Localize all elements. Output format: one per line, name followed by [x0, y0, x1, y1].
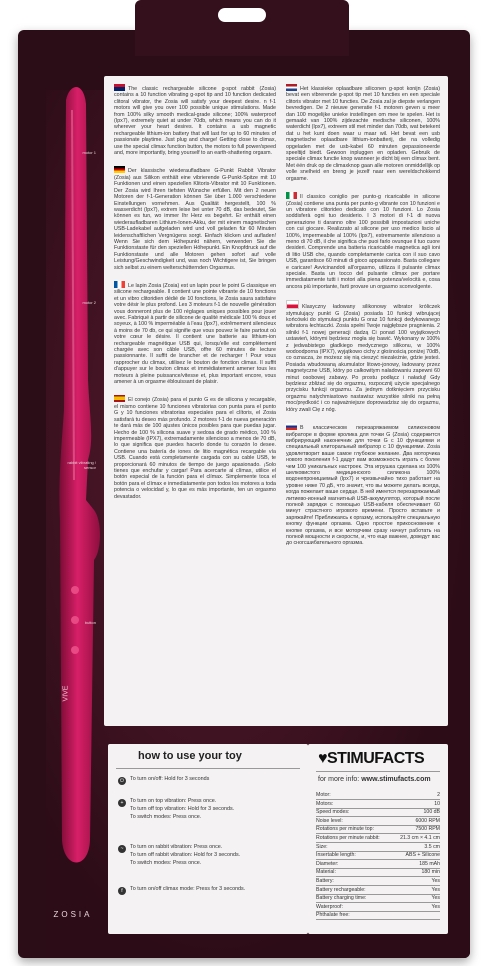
- description-ru: В классическом перезаряжаемом силиконовом вибраторе в форме кролика для точки G (Zosia) содержится вибрирующий наконечник для точки G с 10 функциями и специальный клиторальный вибратор с 10 функциями. Zosia удовлетворит ваше самое глубокое желание. Два моторчика нового поколения f-1 дадут вам возможность играть с более чем 100 уникальных настроек. Эта игрушка сделана из 100% шелковистого медицинского силикона 100% водонепроницаемый (Ipx7) и чрезвычайно тихо работает на уровне ниже 70 дБ, что значит, что вы можете делать всегда, когда пожелает ваше сердце. В ней имеется перезаряжаемый литиево-ионный магнитный USB-аккумулятор, который после полной зарядки с помощью USB-кабеля обеспечивает 60 минут страстного игрового времени. Просто вставьте и заряжайте! Приближаясь к оргазму, используйте специальную кнопку функции оргазма. Одно простое прикосновение к кнопке оргазма, и все моторчики сразу начнут работать на полной мощности и скорости, и, что еще важнее, доведут вас до сногсшибательного оргазма.: [286, 425, 440, 547]
- flag-fr-icon: [114, 281, 125, 288]
- power-icon: ⏻: [118, 777, 126, 785]
- device-brand: VIVE: [62, 685, 70, 702]
- howto-step: To turn off top vibration: Hold for 3 seconds.: [130, 806, 235, 812]
- button-icon: [71, 586, 79, 594]
- flag-de-icon: [114, 166, 125, 173]
- spec-row: [316, 904, 440, 912]
- spec-row: [316, 852, 440, 860]
- spec-value: 7500 RPM: [415, 826, 440, 833]
- device-hint: motor 1: [82, 150, 96, 155]
- spec-value: 3.5 cm: [424, 843, 440, 850]
- spec-value: ABS + Silicone: [405, 852, 440, 859]
- description-en: The classic rechargeable silicone g-spot rabbit (Zosia) contains a 10 function vibrating g-spot tip and 10 function dedicated clitoral vibrator, the Zosia will satisfy your deepest desire. n f-1 motors will give you over 100 possible unique stimulations. Made from 100% silky smooth medical-grade silicone; 100% waterproof (Ipx7), extremely quiet at under 70db, which means you can do it wherever your heart desires. It contains a usb magnetic rechargeable lithium-ion battery that will last for up to 60 minutes of passionate playtime. Just plug and charge! Getting close to climax, use the special climax function button, the motors to full power/speed and, more importantly, bring yourself to an earth-shattering orgasm.: [114, 86, 276, 157]
- spec-row: [316, 818, 440, 826]
- howto-step: To switch modes: Press once.: [130, 814, 202, 820]
- flag-ru-icon: [286, 423, 297, 430]
- spec-value: Yes: [431, 878, 440, 884]
- spec-label: Battery charging time:: [316, 895, 367, 902]
- spec-row: [316, 809, 440, 817]
- device-hint: button: [84, 620, 96, 625]
- device-hint: rabbit vibrating / sensor: [67, 460, 96, 470]
- spec-label: Speed modes:: [316, 809, 350, 816]
- spec-value: 185 mAh: [419, 860, 440, 867]
- flag-pl-icon: [286, 300, 299, 309]
- description-de: Der klassische wiederaufladbare G-Punkt Rabbit Vibrator (Zosia) aus Silikon enthält eine vibrierende G-Punkt-Spitze mit 10 Funktionen und einen speziellen Klitoris-Vibrator mit 10 Funktionen. Der Zosia wird Ihren tiefsten Wünsche erfüllen. Mit den 2 neuen Motoren der f-1-Generation können Sie über 1.000 verschiedene Einstellungen vornehmen. Aus Qualität hergestellt, 100 % wasserdicht (Ipx7), extrem leise bei unter 70 dB, das bedeutet, Sie können es tun, wo immer Ihr Herz es begehrt. Er enthält einen wiederaufladbaren Lithium-Ionen-Akku, der mit einem magnetischen USB-Ladekabel aufgeladen wird und voll geladen für 60 Minuten leidenschaftlichen Vergnügens sorgt. Einfach klicken und aufladen! Wenn Sie sich dem Höhepunkt nähern, verwenden Sie die Funktionstaste für den speziellen Höhepunkt. Ein Knopfdruck auf die Funktionstaste und alle Motoren gehen sofort auf volle Leistung/Geschwindigkeit und, was noch Wichtigere ist, Sie bringen sich selbst zu einem welterschütternden Orgasmus.: [114, 168, 276, 271]
- spec-label: Battery:: [316, 878, 334, 884]
- description-card: [104, 76, 448, 726]
- spec-row: [316, 878, 440, 886]
- spec-row: [316, 869, 440, 877]
- spec-value: Yes: [431, 886, 440, 893]
- howto-card: [108, 744, 308, 934]
- spec-row: [316, 844, 440, 852]
- description-it: Il classico coniglio per punto-g ricaricabile in silicone (Zosia) contiene una punta per punto-g vibrante con 10 funzioni e un vibratore clitorideo dedicato con 10 funzioni. Lo Zosia soddisferà ogni tuo desiderio. I 3 motori di f-1 di nuova generazione ti daranno oltre 100 possibili impostazioni uniche con cui giocare. Realizzato al silicone per uso medico liscio al 100%, impermeabile al 100% (Ipx7), estremamente silenzioso a meno di 70 dB, il che significa che puoi farlo ovunque il tuo cuore desideri. Comprende una batteria ricaricabile magnetica agli ioni di litio USB che, quando completamente carica con il suo cavo USB, garantisce 60 minuti di gioco appassionato. Basta collegare e caricare! Avvicinandoti all'orgasmo, utilizza il pulsante climax speciale. Basta un tocco del pulsante climax per portare immediatamente tutti i motori alla piena potenza/velocità e, cosa ancora più importante, farti provare un orgasmo sconvolgente.: [286, 194, 440, 290]
- spec-label: Battery rechargeable:: [316, 886, 366, 893]
- howto-title: how to use your toy: [138, 750, 242, 762]
- description-column-left: [114, 84, 276, 510]
- product-name: ZOSIA: [53, 910, 93, 919]
- spec-row: [316, 861, 440, 869]
- info-line: for more info: www.stimufacts.com: [318, 776, 431, 783]
- spec-label: Motors:: [316, 800, 334, 807]
- spec-label: Noise level:: [316, 817, 343, 824]
- spec-label: Motor:: [316, 792, 331, 798]
- spec-row: [316, 826, 440, 834]
- howto-step: + To turn on top vibration: Press once.: [118, 798, 298, 807]
- brand-logo: ♥STIMUFACTS: [318, 750, 425, 767]
- spec-row: [316, 801, 440, 809]
- spec-value: Yes: [431, 903, 440, 910]
- spec-label: Rotations per minute top:: [316, 826, 374, 833]
- spec-row: [316, 895, 440, 903]
- description-pl: Klasyczny ładowany silikonowy wibrator króliczek stymulujący punkt G (Zosia) posiada 10 funkcji wibrującej końcówki do stymulacji punktu G oraz 10 funkcji dedykowanego wibratora łechtaczki. Zosia spełni Twoje najgłębsze pragnienia. 2 silniki f-1 nowej generacji dadzą Ci ponad 100 wyjątkowych ustawień, którymi będziesz mogła się bawić. Wykonany w 100% z jedwabistego gładkiego medycznego silikonu, w 100% wodoodporna (IPX7), wyjątkowo cichy z głośnością poniżej 70dB, co oznacza, że możesz się nią cieszyć niezależnie, gdzie jesteś. Posiada wbudowaną akumulator litowo-jonowy, ładowany przez magnetyczne USB, który po całkowitym naładowaniu zapewni 60 minut osobowej zabawy. Po prostu podłącz i naładuj! Gdy będziesz zbliżać się do orgazmu, rozpocznij użycie specjalnego przycisku funkcji orgazmu. Za jednym dotknięciem przycisku orgazmu natychmiastowo nastawisz wszystkie silniki na pełną moc/prędkość i co najważniejsze doprowadzisz się do orgazmu, który zwali Cię z nóg.: [286, 300, 440, 413]
- spec-label: Diameter:: [316, 860, 339, 867]
- hanger-hole: [218, 8, 266, 22]
- howto-step: To switch modes: Press once.: [130, 860, 202, 866]
- howto-step: f To turn on/off climax mode: Press for 3 seconds.: [118, 886, 298, 895]
- heart-icon: ♥: [318, 750, 327, 767]
- divider: [116, 768, 300, 769]
- spec-value: 2: [437, 792, 440, 798]
- product-image: [44, 80, 106, 880]
- spec-value: 180 min: [421, 869, 440, 876]
- spec-value: 21.3 cm × 4.1 cm: [400, 835, 440, 841]
- spec-label: Phthalate free:: [316, 912, 350, 919]
- spec-label: Rotations per minute rabbit:: [316, 835, 380, 841]
- spec-value: 100 dB: [423, 809, 440, 816]
- flag-uk-icon: [114, 84, 125, 91]
- spec-label: Size:: [316, 843, 328, 850]
- button-icon: [71, 646, 79, 654]
- spec-value: Yes: [431, 895, 440, 902]
- spec-row: [316, 912, 440, 920]
- climax-icon: f: [118, 887, 126, 895]
- vibration-rabbit-icon: ~: [118, 845, 126, 853]
- spec-value: 6000 RPM: [415, 817, 440, 824]
- howto-step: ~ To turn on rabbit vibration: Press once.: [118, 844, 298, 853]
- spec-row: [316, 792, 440, 800]
- vibration-top-icon: +: [118, 799, 126, 807]
- description-column-right: [286, 84, 440, 557]
- description-fr: Le lapin Zosia (Zosia) est un lapin pour le point G classique en silicone rechargeable. Il contient une pointe vibrante de 10 fonctions et un vibro clitoridien dédié de 10 fonctions, le Zosia saura satisfaire votre désir le plus profond. Les 3 moteurs f-1 de nouvelle génération vous donneront plus de 100 réglages uniques possibles pour jouer avec. Fabriqué à partir de silicone de qualité médicale 100 % doux et soyeux, à 100 % imperméable à l'eau (Ipx7), extrêmement silencieux à moins de 70 db, ce qui signifie que vous pouvez le faire partout où votre cœur le désire. Il contient une batterie au lithium-ion rechargeable magnétique USB qui, lorsqu'elle est complètement chargée avec son câble USB, offre 60 minutes de lecture passionnante. Il suffit de brancher et de recharger ! Pour vous rapprocher du climax, utilisez le bouton de fonction climax. Il suffit d'appuyer sur le bouton climax et immédiatement amener tous les moteurs à pleine puissance/vitesse et, plus important encore, vous amener à un orgasme éblouissant de plaisir.: [114, 282, 276, 386]
- spec-row: [316, 887, 440, 895]
- description-es: El conejo (Zosia) para el punto G es de silicona y recargable, el mismo contiene 10 funciones vibratorias con punta para el punto G y 10 funciones vibratorias especiales para el clítoris, el Zosia satisfará tu deseo más profundo. 2 motores f-1 de nueva generación te dará más de 100 ajustes únicos posibles para que puedas jugar. Hecho de 100 % silicona suave y sedosa de grado médico, 100 % impermeable (IPX7), extremadamente silencioso a menos de 70 dB, lo que significa que puedes hacerlo donde tu corazón lo desee. Contiene una batería de iones de litio magnética recargable vía USB. Cuando está completamente cargada con su cable USB, te proporcionará 60 minutos de tiempo de juego apasionado. ¡Solo tienes que enchufar y cargar! Para acercarte al clímax, utilice el botón especial de la función para el clímax. Simplemente toca el botón para el clímax e inmediatamente pon todos los motores a toda potencia o velocidad y, lo que es más importante, ten un orgasmo devastador.: [114, 397, 276, 500]
- spec-label: Waterproof:: [316, 903, 343, 910]
- spec-label: Insertable length:: [316, 852, 356, 859]
- divider: [316, 771, 440, 772]
- specs-card: [308, 744, 448, 934]
- description-nl: Het klassieke oplaadbare siliconen g-spot konijn (Zosia) bevat een vibrerende g-spot tip met 10 functies en een speciale clitoris vibrator met 10 functies. De Zosia zal je diepste verlangen bevredigen. De 2 nieuwe generatie f-1 motoren geven u meer dan 100 mogelijke unieke instellingen om mee te spelen. Het is gemaakt van 100% zijdezachte medische siliconen, 100% waterdicht (Ipx7), extreem stil met minder dan 70db, wat betekent dat u het kunt doen waar u maar wil. Het bevat een usb magnetische oplaadbare lithium-ionbatterij, die na volledig opgeladen met de usb-kabel 60 minuten gepassioneerde speeltijd biedt. Gewoon inpluggen en opladen. Gebruik de speciale climax functie knop wanneer je dicht bij een climax bent. Met één druk op de climaxknop gaan alle motoren onmiddellijk op volle snelheid en breng je jezelf naar een wereldschokkend orgasme.: [286, 86, 440, 182]
- howto-step: ⏻ To turn on/off: Hold for 3 seconds: [118, 776, 298, 785]
- flag-it-icon: [286, 192, 297, 199]
- device-hint: motor 2: [82, 300, 96, 305]
- spec-label: Material:: [316, 869, 336, 876]
- flag-es-icon: [114, 395, 125, 402]
- flag-nl-icon: [286, 84, 297, 91]
- spec-row: [316, 835, 440, 843]
- spec-value: 10: [434, 800, 440, 807]
- howto-step: To turn off rabbit vibration: Hold for 3 seconds.: [130, 852, 241, 858]
